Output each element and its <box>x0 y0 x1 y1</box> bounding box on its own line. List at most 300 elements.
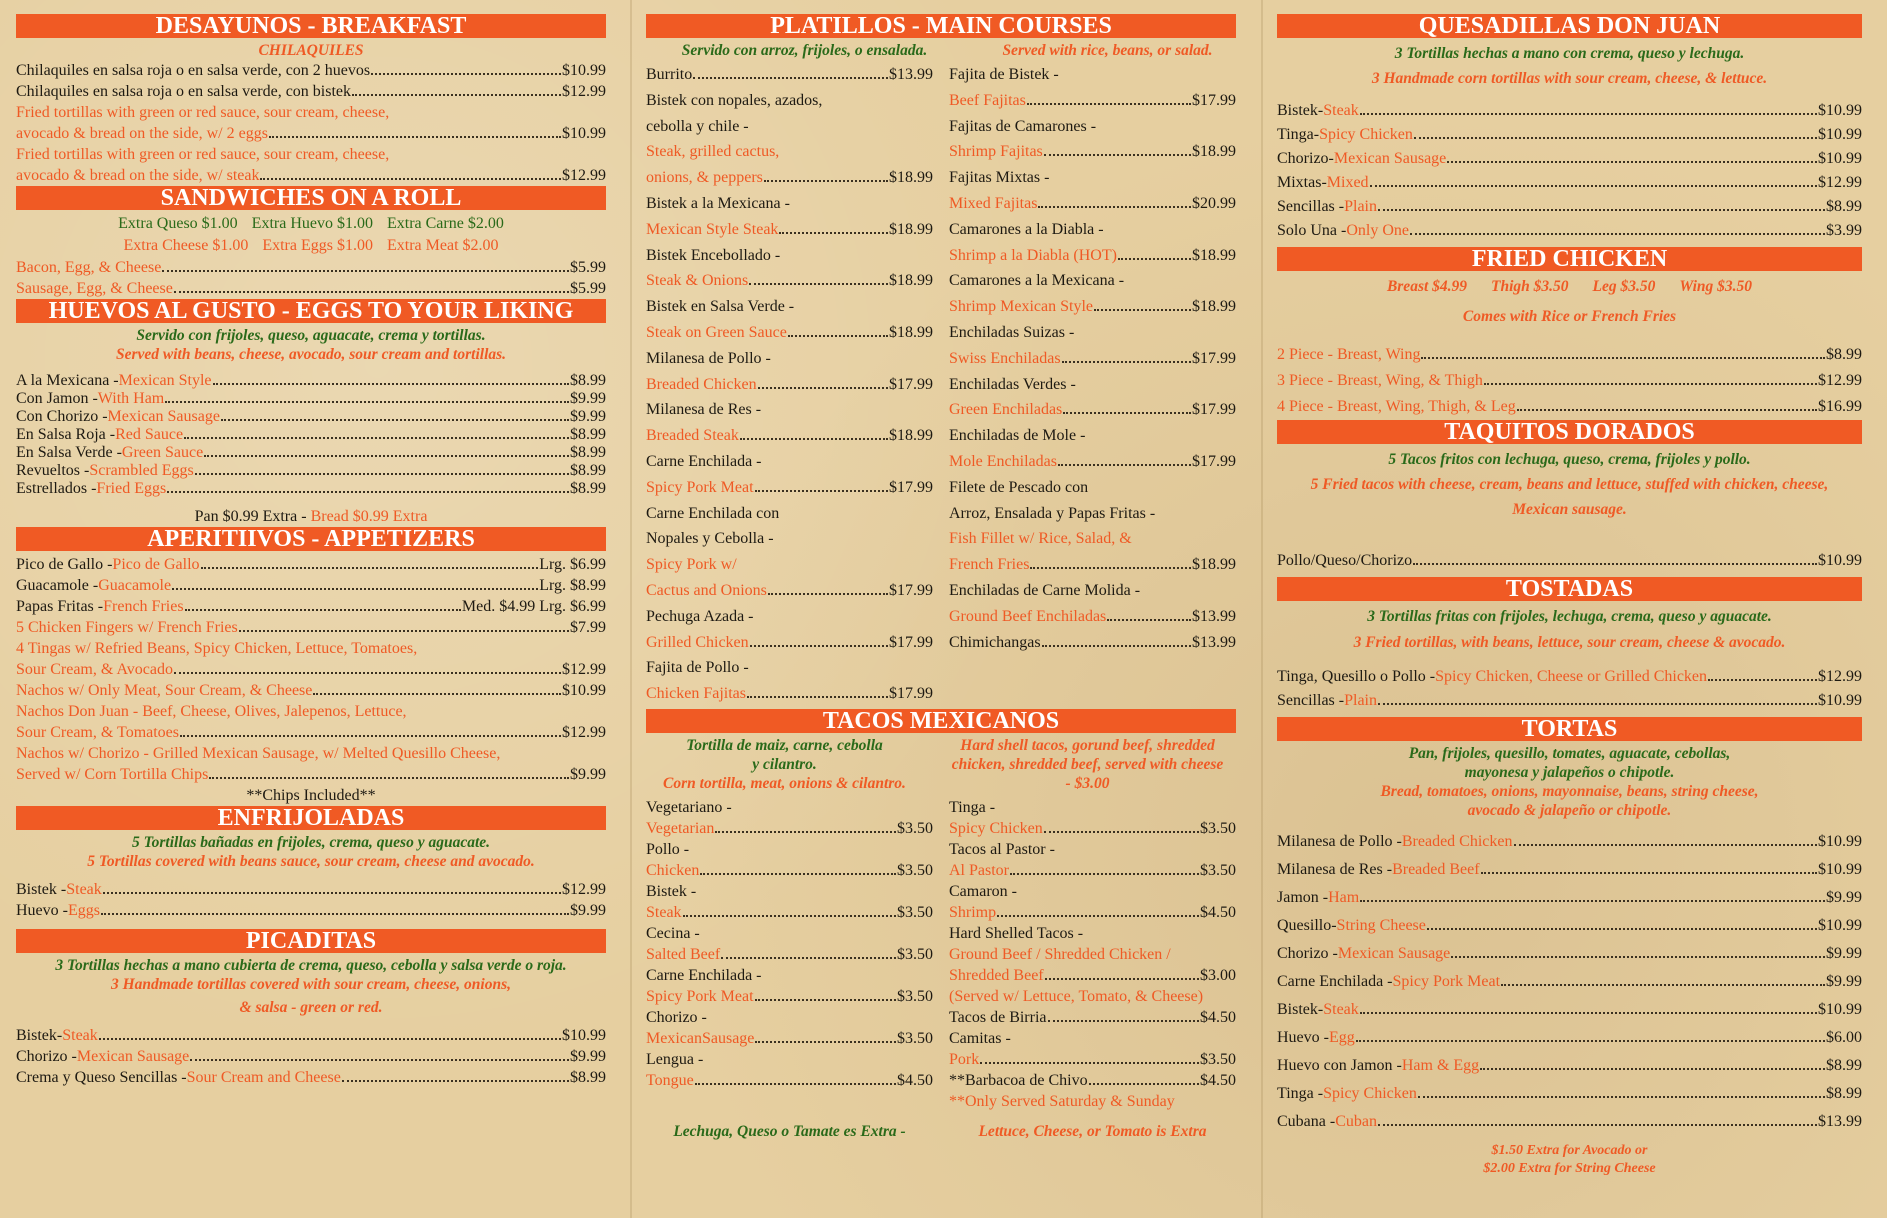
item-name: Vegetariano - <box>646 798 732 816</box>
item-name-english: Steak <box>62 1027 98 1044</box>
section-main-courses <box>646 14 1236 707</box>
item-price: $4.50 <box>897 1071 933 1089</box>
menu-item <box>16 879 606 900</box>
item-name: Camarones a la Mexicana - <box>949 272 1125 290</box>
menu-item <box>949 965 1236 986</box>
menu-item <box>16 165 606 186</box>
item-name: Enchiladas Verdes - <box>949 375 1076 393</box>
section-appetizers <box>16 527 606 806</box>
section-fried-chicken <box>1277 247 1862 420</box>
item-price: $18.99 <box>889 220 933 238</box>
item-name-english: Mixed <box>1326 174 1369 191</box>
item-price: $18.99 <box>1192 298 1236 316</box>
item-name: Milanesa de Res - <box>1277 861 1393 878</box>
item-name: Pico de Gallo - <box>16 556 113 573</box>
item-price: $10.99 <box>1818 861 1862 878</box>
item-price: $18.99 <box>889 272 933 290</box>
item-name: Sour Cream, & Avocado <box>16 661 174 678</box>
menu-item <box>646 860 933 881</box>
item-name: Shrimp Fajitas <box>949 143 1043 161</box>
menu-item <box>1277 828 1862 856</box>
item-name: Chimichangas <box>949 633 1041 651</box>
item-name: Steak & Onions <box>646 272 749 290</box>
item-name: Served w/ Corn Tortilla Chips <box>16 766 209 783</box>
item-name-english: Pico de Gallo <box>112 556 200 573</box>
item-name-english: **Only Served Saturday & Sunday <box>949 1092 1175 1110</box>
item-price: $10.99 <box>1818 150 1862 167</box>
item-name: Huevo - <box>16 902 68 919</box>
item-price: $9.99 <box>570 902 606 919</box>
item-name: Green Enchiladas <box>949 401 1063 419</box>
piece-price: Wing $3.50 <box>1679 278 1753 295</box>
item-price: $3.50 <box>897 945 933 963</box>
item-name-english: Only One <box>1346 222 1409 239</box>
item-name-english: Sour Cream and Cheese <box>186 1069 341 1086</box>
menu-list-left <box>646 62 933 707</box>
item-name-english: Steak <box>66 881 102 898</box>
item-name: Swiss Enchiladas <box>949 349 1061 367</box>
item-name-english: Mexican Sausage <box>1333 150 1447 167</box>
item-name: Lengua - <box>646 1050 704 1068</box>
menu-item <box>16 372 606 390</box>
item-name: 4 Piece - Breast, Wing, Thigh, & Leg <box>1277 398 1516 415</box>
item-price: $8.99 <box>1826 1057 1862 1074</box>
item-name: Enchiladas Suizas - <box>949 323 1075 341</box>
item-name: Sour Cream, & Tomatoes <box>16 724 180 741</box>
section-subtitle: avocado & jalapeño or chipotle. <box>1467 802 1672 819</box>
item-name-english: (Served w/ Lettuce, Tomato, & Cheese) <box>949 987 1204 1005</box>
item-name: Papas Fritas - <box>16 598 104 615</box>
item-name-english: Breaded Chicken <box>1401 833 1513 850</box>
item-name: Fajita de Bistek - <box>949 66 1059 83</box>
item-name: Chorizo - <box>1277 945 1338 962</box>
menu-item <box>1277 968 1862 996</box>
section-subtitle: 3 Handmade tortillas covered with sour cream, cheese, onions, <box>111 976 511 993</box>
extras-english <box>16 235 606 257</box>
item-price: Med. $4.99 Lrg. $6.99 <box>461 598 606 615</box>
item-price: $12.99 <box>1818 668 1862 685</box>
item-price: $8.99 <box>570 426 606 443</box>
section-picaditas <box>16 929 606 1088</box>
item-name: Carne Enchilada - <box>1277 973 1393 990</box>
menu-item <box>16 444 606 462</box>
menu-item <box>16 680 606 701</box>
section-subtitle: 3 Tortillas hechas a mano con crema, queso y lechuga. <box>1394 45 1745 62</box>
menu-item <box>16 257 606 278</box>
item-price: $3.50 <box>1200 861 1236 879</box>
item-price: $8.99 <box>1826 346 1862 363</box>
section-subtitle: 5 Tacos fritos con lechuga, queso, crema, frijoles y pollo. <box>1388 451 1751 468</box>
menu-item <box>949 346 1236 372</box>
item-name: Beef Fajitas <box>949 91 1026 109</box>
item-price: $18.99 <box>889 427 933 445</box>
section-title: QUESADILLAS DON JUAN <box>1277 14 1862 38</box>
menu-item <box>646 944 933 965</box>
menu-item <box>646 986 933 1007</box>
item-price: $18.99 <box>1192 246 1236 264</box>
item-name-english: Mexican Sausage <box>107 408 220 425</box>
menu-item <box>1277 550 1862 571</box>
item-price: $9.99 <box>570 1048 606 1065</box>
page-fold-left <box>630 0 632 1218</box>
item-price: $17.99 <box>889 633 933 651</box>
menu-item <box>1277 1052 1862 1080</box>
section-title: FRIED CHICKEN <box>1277 247 1862 271</box>
item-name: A la Mexicana - <box>16 372 119 389</box>
item-name: Bacon, Egg, & Cheese <box>16 259 162 276</box>
menu-item <box>16 123 606 144</box>
item-price: $18.99 <box>1192 143 1236 161</box>
item-price: $17.99 <box>889 581 933 599</box>
item-price: $6.00 <box>1826 1029 1862 1046</box>
menu-item <box>646 578 933 604</box>
item-name: Shrimp Mexican Style <box>949 298 1093 316</box>
extra-label: Extra Queso $1.00 <box>118 215 238 232</box>
item-name: **Barbacoa de Chivo <box>949 1071 1088 1089</box>
item-price: $9.99 <box>570 408 606 425</box>
item-name: Enchiladas de Mole - <box>949 427 1086 445</box>
item-name: Grilled Chicken <box>646 633 749 651</box>
item-name: Camitas - <box>949 1029 1011 1047</box>
menu-item <box>1277 394 1862 420</box>
menu-item <box>1277 1024 1862 1052</box>
item-name: Pechuga Azada - <box>646 607 754 625</box>
menu-item <box>949 294 1236 320</box>
item-price: $10.99 <box>562 682 606 699</box>
item-description: 4 Tingas w/ Refried Beans, Spicy Chicken, Lettuce, Tomatoes, <box>16 640 418 657</box>
item-name: Bistek- <box>16 1027 63 1044</box>
menu-list <box>1277 665 1862 713</box>
item-name: Tacos al Pastor - <box>949 840 1055 858</box>
section-title: ENFRIJOLADAS <box>16 806 606 830</box>
item-name: Chicken Fajitas <box>646 685 746 703</box>
item-name: Chorizo- <box>1277 150 1334 167</box>
tortas-extra-note: $1.50 Extra for Avocado or <box>1491 1143 1648 1158</box>
section-subtitle: Servido con arroz, frijoles, o ensalada. <box>681 42 928 59</box>
menu-item <box>646 217 933 243</box>
menu-item <box>646 818 933 839</box>
item-description: Nachos w/ Chorizo - Grilled Mexican Sausage, w/ Melted Quesillo Cheese, <box>16 745 501 762</box>
item-price: $10.99 <box>1818 833 1862 850</box>
menu-item <box>949 139 1236 165</box>
menu-item <box>16 408 606 426</box>
menu-list <box>16 60 606 102</box>
extra-label: Bread $0.99 Extra <box>310 508 428 525</box>
item-price: $3.99 <box>1826 222 1862 239</box>
menu-column-3 <box>1277 14 1862 1178</box>
menu-item <box>949 243 1236 269</box>
item-price: $18.99 <box>889 323 933 341</box>
item-name: Vegetarian <box>646 819 715 837</box>
item-name: Chilaquiles en salsa roja o en salsa verde, con bistek <box>16 83 352 100</box>
section-subtitle: mayonesa y jalapeños o chipotle. <box>1464 764 1675 781</box>
menu-item <box>949 397 1236 423</box>
item-price: $17.99 <box>889 478 933 496</box>
item-description: Nachos Don Juan - Beef, Cheese, Olives, Jalepenos, Lettuce, <box>16 703 407 720</box>
item-name: Bistek- <box>1277 102 1324 119</box>
item-name: Jamon - <box>1277 889 1329 906</box>
menu-item <box>16 722 606 743</box>
chips-note: **Chips Included** <box>246 787 376 804</box>
piece-prices <box>1277 274 1862 300</box>
menu-item <box>646 165 933 191</box>
item-name-english: Spicy Pork Meat <box>1392 973 1501 990</box>
section-quesadillas <box>1277 14 1862 247</box>
section-subtitle: Pan, frijoles, quesillo, tomates, aguacate, cebollas, <box>1408 745 1731 762</box>
item-name: Carne Enchilada - <box>646 966 762 984</box>
item-name-english: Spicy Chicken <box>1323 1085 1417 1102</box>
item-name-english: Guacamole <box>98 577 172 594</box>
item-price: $17.99 <box>1192 452 1236 470</box>
item-price: $8.99 <box>570 444 606 461</box>
item-name: Shredded Beef <box>949 966 1044 984</box>
item-price: $3.50 <box>1200 1050 1236 1068</box>
menu-item <box>16 1067 606 1088</box>
item-name: Breaded Steak <box>646 427 739 445</box>
item-name: Milanesa de Pollo - <box>646 349 771 367</box>
item-price: $8.99 <box>570 462 606 479</box>
item-name-english: Green Sauce <box>121 444 204 461</box>
item-price: $7.99 <box>570 619 606 636</box>
tacos-footnote: Lettuce, Cheese, or Tomato is Extra <box>978 1122 1207 1140</box>
item-price: $13.99 <box>1818 1113 1862 1130</box>
item-name: Spicy Pork Meat <box>646 478 754 496</box>
item-price: $8.99 <box>1826 198 1862 215</box>
menu-item <box>16 764 606 785</box>
item-name: Pork <box>949 1050 980 1068</box>
menu-column-1 <box>16 14 606 1088</box>
item-price: $12.99 <box>562 724 606 741</box>
menu-item <box>1277 912 1862 940</box>
item-name: Sencillas - <box>1277 692 1345 709</box>
item-name: Carne Enchilada - <box>646 452 762 470</box>
item-price: $12.99 <box>1818 174 1862 191</box>
section-subtitle: Comes with Rice or French Fries <box>1462 308 1677 325</box>
item-description: Fried tortillas with green or red sauce, sour cream, cheese, <box>16 146 390 163</box>
menu-item <box>646 62 933 88</box>
item-price: $8.99 <box>570 1069 606 1086</box>
menu-item <box>1277 1108 1862 1136</box>
item-price: $4.50 <box>1200 1008 1236 1026</box>
item-name: Cubana - <box>1277 1113 1336 1130</box>
item-name: Tinga - <box>1277 1085 1324 1102</box>
item-name: Hard Shelled Tacos - <box>949 924 1084 942</box>
section-title: APERITIIVOS - APPETIZERS <box>16 527 606 551</box>
section-subtitle: 5 Fried tacos with cheese, cream, beans and lettuce, stuffed with chicken, cheese, <box>1310 476 1829 493</box>
item-name: 3 Piece - Breast, Wing, & Thigh <box>1277 372 1483 389</box>
menu-item <box>1277 368 1862 394</box>
item-price: $3.50 <box>897 903 933 921</box>
item-name: Tongue <box>646 1071 694 1089</box>
item-description: Fried tortillas with green or red sauce, sour cream, cheese, <box>16 104 390 121</box>
menu-item <box>646 372 933 398</box>
menu-item <box>949 449 1236 475</box>
menu-item <box>949 818 1236 839</box>
item-name: Carne Enchilada con <box>646 504 780 522</box>
item-name: Revueltos - <box>16 462 90 479</box>
menu-item <box>16 390 606 408</box>
item-name-english: Steak, grilled cactus, <box>646 143 780 161</box>
menu-item <box>949 604 1236 630</box>
item-name-english: French Fries <box>103 598 184 615</box>
item-name: Camaron - <box>949 882 1017 900</box>
item-price: $4.50 <box>1200 903 1236 921</box>
item-name: Bistek- <box>1277 1001 1324 1018</box>
item-price: $20.99 <box>1192 194 1236 212</box>
item-price: $13.99 <box>1192 607 1236 625</box>
menu-item <box>1277 195 1862 219</box>
item-name-english: Plain <box>1344 692 1377 709</box>
item-price: $10.99 <box>1818 552 1862 569</box>
item-name: Spicy Chicken <box>949 819 1043 837</box>
item-name: Milanesa de Res - <box>646 401 762 419</box>
menu-item <box>16 596 606 617</box>
item-name: Sausage, Egg, & Cheese <box>16 280 173 297</box>
section-taquitos <box>1277 420 1862 577</box>
section-title: TORTAS <box>1277 717 1862 741</box>
item-price: $3.50 <box>897 861 933 879</box>
item-name: En Salsa Roja - <box>16 426 116 443</box>
item-price: $8.99 <box>1826 1085 1862 1102</box>
item-price: $13.99 <box>889 66 933 83</box>
menu-item <box>646 630 933 656</box>
item-price: $10.99 <box>1818 917 1862 934</box>
item-name: 5 Chicken Fingers w/ French Fries <box>16 619 238 636</box>
item-name: Cactus and Onions <box>646 581 767 599</box>
item-price: $10.99 <box>1818 102 1862 119</box>
menu-item <box>646 1070 933 1091</box>
item-name: Shrimp a la Diabla (HOT) <box>949 246 1117 264</box>
section-subtitle: CHILAQUILES <box>258 42 364 59</box>
piece-price: Thigh $3.50 <box>1491 278 1569 295</box>
section-title: HUEVOS AL GUSTO - EGGS TO YOUR LIKING <box>16 299 606 323</box>
item-name: Breaded Chicken <box>646 375 757 393</box>
item-name: Shrimp <box>949 903 997 921</box>
item-name: Tinga - <box>949 798 996 816</box>
item-price: $10.99 <box>562 62 606 79</box>
menu-list <box>1277 99 1862 243</box>
extra-label: Extra Eggs $1.00 <box>262 237 373 254</box>
menu-item <box>1277 99 1862 123</box>
menu-item <box>16 426 606 444</box>
item-name: Arroz, Ensalada y Papas Fritas - <box>949 504 1156 522</box>
section-tostadas <box>1277 577 1862 717</box>
section-tacos <box>646 709 1236 1141</box>
menu-item <box>1277 996 1862 1024</box>
item-name-english: Breaded Beef <box>1392 861 1480 878</box>
item-name-english: Spicy Chicken, Cheese or Grilled Chicken <box>1435 668 1708 685</box>
menu-item <box>16 1046 606 1067</box>
section-subtitle: 3 Tortillas hechas a mano cubierta de crema, queso, cebolla y salsa verde o roja. <box>55 957 567 974</box>
item-name-english: Spicy Pork w/ <box>646 556 737 574</box>
menu-list-right <box>949 797 1236 1112</box>
item-price: $17.99 <box>1192 91 1236 109</box>
menu-item <box>949 88 1236 114</box>
section-subtitle: Mexican sausage. <box>1512 501 1627 518</box>
item-name: Chorizo - <box>646 1008 707 1026</box>
section-subtitle: Served with beans, cheese, avocado, sour cream and tortillas. <box>115 346 507 363</box>
item-name: Huevo - <box>1277 1029 1329 1046</box>
item-name: Fajita de Pollo - <box>646 659 749 677</box>
menu-item <box>1277 856 1862 884</box>
item-name: Mixtas- <box>1277 174 1327 191</box>
item-name: Bistek con nopales, azados, <box>646 91 823 109</box>
menu-list <box>1277 828 1862 1136</box>
section-subtitle: Served with rice, beans, or salad. <box>1002 42 1213 59</box>
item-price: $10.99 <box>1818 692 1862 709</box>
menu-item <box>949 1049 1236 1070</box>
item-name: Huevo con Jamon - <box>1277 1057 1402 1074</box>
item-name: Bistek a la Mexicana - <box>646 194 790 212</box>
extra-label: Extra Cheese $1.00 <box>123 237 249 254</box>
menu-item <box>16 617 606 638</box>
item-price: $9.99 <box>1826 945 1862 962</box>
item-name: avocado & bread on the side, w/ 2 eggs <box>16 125 268 142</box>
item-name-english: Mexican Style <box>118 372 212 389</box>
item-name-english: Ham <box>1328 889 1360 906</box>
item-name-english: Eggs <box>67 902 100 919</box>
menu-item <box>16 462 606 480</box>
item-price: $12.99 <box>562 881 606 898</box>
item-name-english: Mexican Sausage <box>1337 945 1451 962</box>
menu-list <box>16 257 606 299</box>
item-name: Bistek - <box>646 882 697 900</box>
menu-item <box>16 554 606 575</box>
item-name: Burrito <box>646 66 693 83</box>
item-name-english: Steak <box>1323 102 1359 119</box>
item-name: Sencillas - <box>1277 198 1345 215</box>
section-title: DESAYUNOS - BREAKFAST <box>16 14 606 38</box>
section-subtitle: Servido con frijoles, queso, aguacate, crema y tortillas. <box>136 327 486 344</box>
item-price: $17.99 <box>1192 401 1236 419</box>
item-name-english: Plain <box>1344 198 1377 215</box>
menu-item <box>646 423 933 449</box>
item-name: Bistek - <box>16 881 67 898</box>
section-subtitle: Corn tortilla, meat, onions & cilantro. <box>663 774 906 792</box>
item-name: Spicy Pork Meat <box>646 987 754 1005</box>
item-name: onions, & peppers <box>646 169 763 187</box>
menu-item <box>646 902 933 923</box>
item-name: French Fries <box>949 556 1030 574</box>
tacos-footnote: Lechuga, Queso o Tamate es Extra - <box>673 1122 906 1140</box>
item-price: $18.99 <box>889 169 933 187</box>
menu-column-2 <box>646 14 1236 1141</box>
item-name: Mixed Fajitas <box>949 194 1038 212</box>
section-enfrijoladas <box>16 806 606 929</box>
item-price: $17.99 <box>1192 349 1236 367</box>
item-name-english: With Ham <box>97 390 165 407</box>
item-price: $12.99 <box>562 661 606 678</box>
item-price: $3.50 <box>897 987 933 1005</box>
item-name: Pollo/Queso/Chorizo <box>1277 552 1413 569</box>
menu-list <box>16 879 606 921</box>
item-name: Con Chorizo - <box>16 408 108 425</box>
item-price: $12.99 <box>562 167 606 184</box>
item-price: $12.99 <box>562 83 606 100</box>
item-name-english: Ground Beef / Shredded Chicken / <box>949 945 1171 963</box>
menu-item <box>16 575 606 596</box>
menu-item <box>1277 147 1862 171</box>
menu-list-right <box>949 62 1236 707</box>
item-price: $9.99 <box>570 390 606 407</box>
item-name: Milanesa de Pollo - <box>1277 833 1402 850</box>
item-name: Solo Una - <box>1277 222 1347 239</box>
tortas-extra-note: $2.00 Extra for String Cheese <box>1483 1161 1656 1176</box>
menu-item <box>1277 884 1862 912</box>
item-price: $3.00 <box>1200 966 1236 984</box>
item-price: $10.99 <box>1818 1001 1862 1018</box>
item-name-english: Egg <box>1328 1029 1355 1046</box>
